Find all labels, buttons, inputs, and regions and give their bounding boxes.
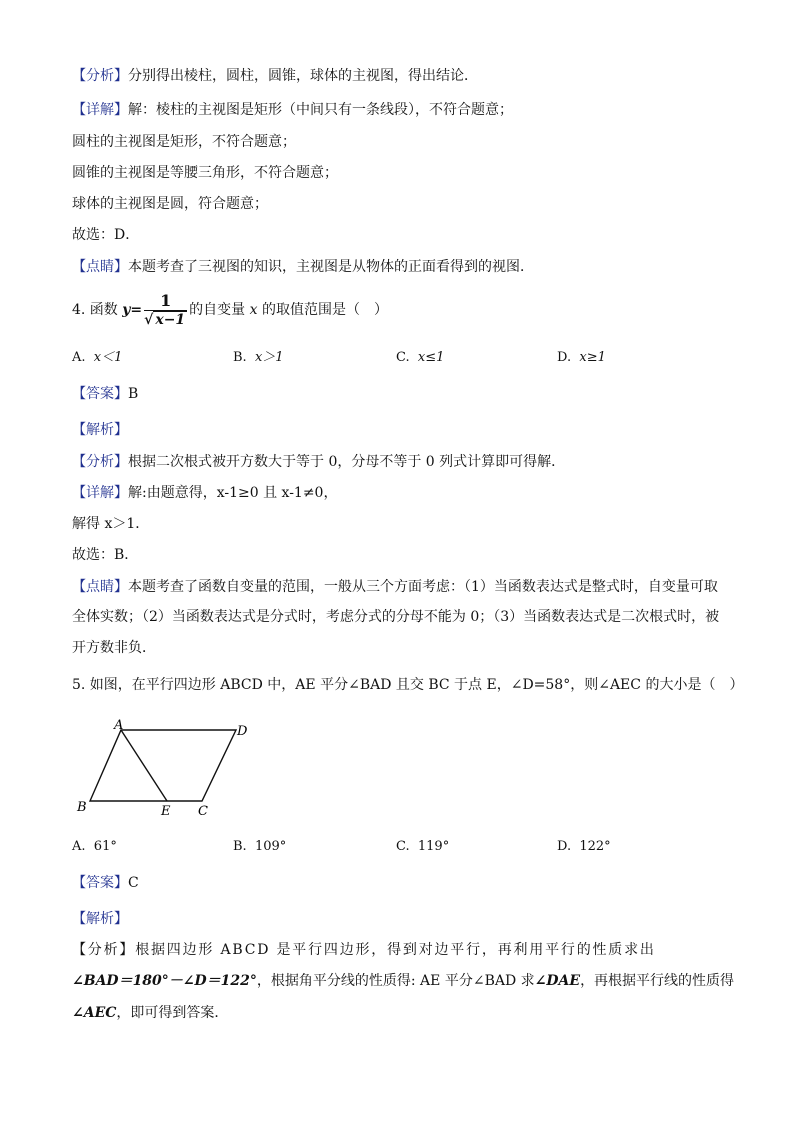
stem-text: 的自变量: [189, 302, 246, 318]
detail-line: [72, 483, 337, 503]
answer-value: B: [128, 386, 139, 402]
detail-tag: 【详解】: [72, 102, 128, 118]
answer-tag: 【答案】: [72, 386, 128, 402]
option-text: x≤1: [417, 350, 445, 365]
option-c: [396, 838, 449, 856]
label-e: E: [161, 804, 171, 819]
option-label: C.: [396, 350, 410, 365]
analysis-tag: 【分析】: [72, 454, 128, 470]
detail-tag: 【详解】: [72, 485, 128, 501]
option-a: [72, 349, 122, 367]
text-line: 球体的主视图是圆，符合题意；: [72, 196, 268, 212]
option-label: A.: [72, 839, 86, 854]
analysis-text: ，再根据平行线的性质得: [580, 973, 735, 989]
option-label: D.: [557, 350, 572, 365]
note-tag: 【点睛】: [72, 259, 128, 275]
option-c: [396, 349, 444, 367]
fraction-numerator: 1: [144, 292, 187, 311]
answer-tag: 【答案】: [72, 875, 128, 891]
fraction: [144, 292, 187, 329]
question-4-stem: [72, 290, 388, 330]
analysis-line: [72, 1003, 228, 1023]
option-label: B.: [233, 839, 247, 854]
radicand: x−1: [155, 311, 186, 328]
fraction-denominator: [144, 311, 187, 329]
choice-line: 故选：B．: [72, 547, 139, 563]
parallelogram-shape: [90, 730, 236, 801]
option-label: C.: [396, 839, 410, 854]
option-label: B.: [233, 350, 247, 365]
label-c: C: [198, 804, 208, 819]
choice-line: 故选：D．: [72, 227, 140, 243]
note-line: 全体实数；（2）当函数表达式是分式时，考虑分式的分母不能为 0；（3）当函数表达式是二次根式时，被: [72, 609, 720, 625]
option-text: x＞1: [254, 350, 284, 365]
text-line: 圆柱的主视图是矩形，不符合题意；: [72, 134, 296, 150]
option-text: 122°: [579, 839, 611, 854]
detail-text: 解:由题意得，x-1≥0 且 x-1≠0，: [128, 485, 338, 501]
analysis-text: ，即可得到答案．: [116, 1005, 229, 1021]
note-text: 本题考查了函数自变量的范围，一般从三个方面考虑：（1）当函数表达式是整式时，自变量可取: [128, 579, 718, 595]
analysis-line: 【分析】根据四边形 ABCD 是平行四边形，得到对边平行，再利用平行的性质求出: [72, 942, 656, 958]
label-b: B: [77, 800, 87, 815]
option-text: x＜1: [93, 350, 123, 365]
note-text: 本题考查了三视图的知识，主视图是从物体的正面看得到的视图．: [128, 259, 534, 275]
option-label: D.: [557, 839, 572, 854]
analysis-line: [72, 66, 478, 86]
stem-text: 的取值范围是（ ）: [261, 302, 388, 318]
sqrt-icon: √: [144, 311, 154, 328]
label-d: D: [237, 724, 248, 739]
math-eq: =: [130, 302, 143, 318]
analysis-text: ，根据角平分线的性质得: AE 平分∠BAD 求: [256, 973, 535, 989]
analysis-tag: 【分析】: [72, 68, 128, 84]
bisector-ae: [121, 730, 167, 801]
note-line: [72, 257, 534, 277]
math-var: x: [249, 302, 258, 318]
note-line: [72, 577, 718, 597]
label-a: A: [114, 718, 124, 733]
option-text: x≥1: [579, 350, 606, 365]
analysis-line: [72, 452, 565, 472]
option-text: 61°: [93, 839, 117, 854]
explanation-heading: [72, 420, 128, 440]
note-tag: 【点睛】: [72, 579, 128, 595]
answer-line: [72, 873, 139, 893]
answer-line: [72, 384, 138, 404]
option-label: A.: [72, 350, 86, 365]
parallelogram-figure: [70, 715, 280, 820]
option-text: 109°: [254, 839, 287, 854]
question-number: 4. 函数: [72, 302, 118, 318]
detail-line: [72, 100, 513, 120]
explanation-tag: 【解析】: [72, 911, 128, 927]
option-a: [72, 838, 117, 856]
question-5-stem: 5. 如图，在平行四边形 ABCD 中，AE 平分∠BAD 且交 BC 于点 E，∠D=58°，则∠AEC 的大小是（ ）: [72, 677, 744, 693]
note-line: 开方数非负．: [72, 640, 156, 656]
analysis-text: 根据二次根式被开方数大于等于 0，分母不等于 0 列式计算即可得解．: [128, 454, 566, 470]
option-d: [557, 349, 606, 367]
text-line: 圆锥的主视图是等腰三角形，不符合题意；: [72, 165, 338, 181]
math-expression: ∠AEC: [72, 1005, 117, 1021]
analysis-text: 分别得出棱柱，圆柱，圆锥，球体的主视图，得出结论．: [128, 68, 478, 84]
math-expression: ∠DAE: [534, 973, 581, 989]
analysis-line: [72, 971, 734, 991]
math-expression: ∠BAD＝180°－∠D＝122°: [72, 973, 257, 989]
option-b: [233, 349, 284, 367]
detail-text: 解：棱柱的主视图是矩形（中间只有一条线段），不符合题意；: [128, 102, 513, 118]
option-text: 119°: [417, 839, 450, 854]
answer-value: C: [128, 875, 139, 891]
option-d: [557, 838, 611, 856]
math-var: y: [122, 302, 131, 318]
solve-line: 解得 x＞1．: [72, 516, 150, 532]
explanation-heading: [72, 909, 128, 929]
explanation-tag: 【解析】: [72, 422, 128, 438]
option-b: [233, 838, 286, 856]
